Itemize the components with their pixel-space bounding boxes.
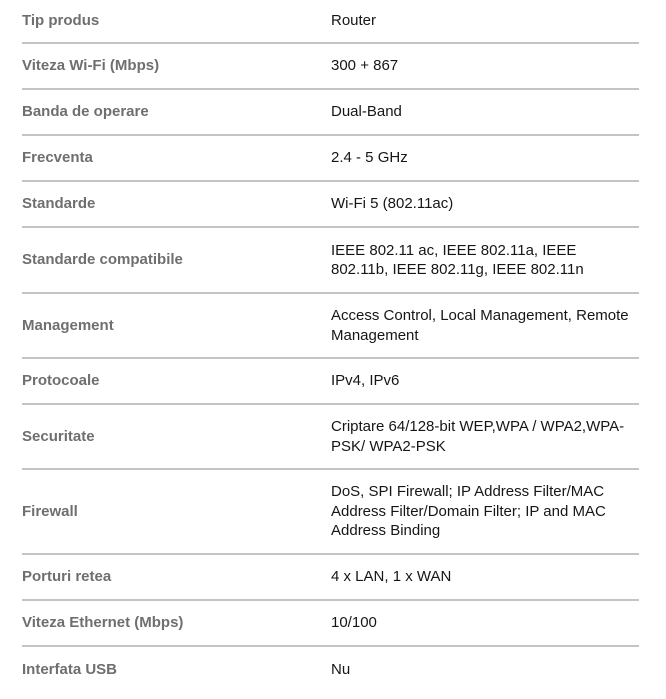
spec-value: Nu — [331, 661, 351, 679]
spec-row-protocoale — [22, 359, 639, 405]
spec-label: Standarde — [22, 195, 96, 213]
spec-label: Interfata USB — [22, 661, 118, 679]
spec-row-tip-produs — [22, 0, 639, 44]
spec-label: Banda de operare — [22, 103, 149, 121]
spec-row-securitate — [22, 405, 639, 470]
spec-value: Access Control, Local Management, Remote Management — [331, 307, 629, 344]
spec-value: IPv4, IPv6 — [331, 372, 400, 390]
spec-row-banda-operare — [22, 90, 639, 136]
spec-value: DoS, SPI Firewall; IP Address Filter/MAC Address Filter/Domain Filter; IP and MAC Address Binding — [331, 483, 606, 540]
spec-value: Router — [331, 12, 377, 30]
spec-row-management — [22, 294, 639, 359]
spec-label: Frecventa — [22, 149, 93, 167]
spec-value: 2.4 - 5 GHz — [331, 149, 408, 167]
spec-value: IEEE 802.11 ac, IEEE 802.11a, IEEE 802.11b, IEEE 802.11g, IEEE 802.11n — [331, 241, 584, 278]
spec-label: Management — [22, 316, 114, 334]
spec-value: Dual-Band — [331, 103, 402, 121]
spec-label: Firewall — [22, 502, 78, 520]
spec-label: Standarde compatibile — [22, 251, 183, 269]
spec-label: Porturi retea — [22, 568, 112, 586]
spec-value: 10/100 — [331, 614, 377, 632]
spec-label: Tip produs — [22, 12, 100, 30]
spec-label: Viteza Wi-Fi (Mbps) — [22, 57, 160, 75]
spec-value: 4 x LAN, 1 x WAN — [331, 568, 452, 586]
spec-value: Criptare 64/128-bit WEP,WPA / WPA2,WPA-PSK/ WPA2-PSK — [331, 418, 625, 455]
spec-row-porturi-retea — [22, 555, 639, 601]
spec-value: Wi-Fi 5 (802.11ac) — [331, 195, 454, 213]
spec-row-firewall — [22, 470, 639, 555]
spec-row-interfata-usb — [22, 647, 639, 693]
spec-label: Viteza Ethernet (Mbps) — [22, 614, 184, 632]
spec-row-viteza-wifi — [22, 44, 639, 90]
spec-row-viteza-ethernet — [22, 601, 639, 647]
spec-label: Protocoale — [22, 372, 100, 390]
spec-row-standarde-compatibile — [22, 228, 639, 294]
spec-value: 300 + 867 — [331, 57, 399, 75]
spec-label: Securitate — [22, 427, 95, 445]
specifications-table — [22, 0, 639, 693]
spec-row-standarde — [22, 182, 639, 228]
spec-row-frecventa — [22, 136, 639, 182]
